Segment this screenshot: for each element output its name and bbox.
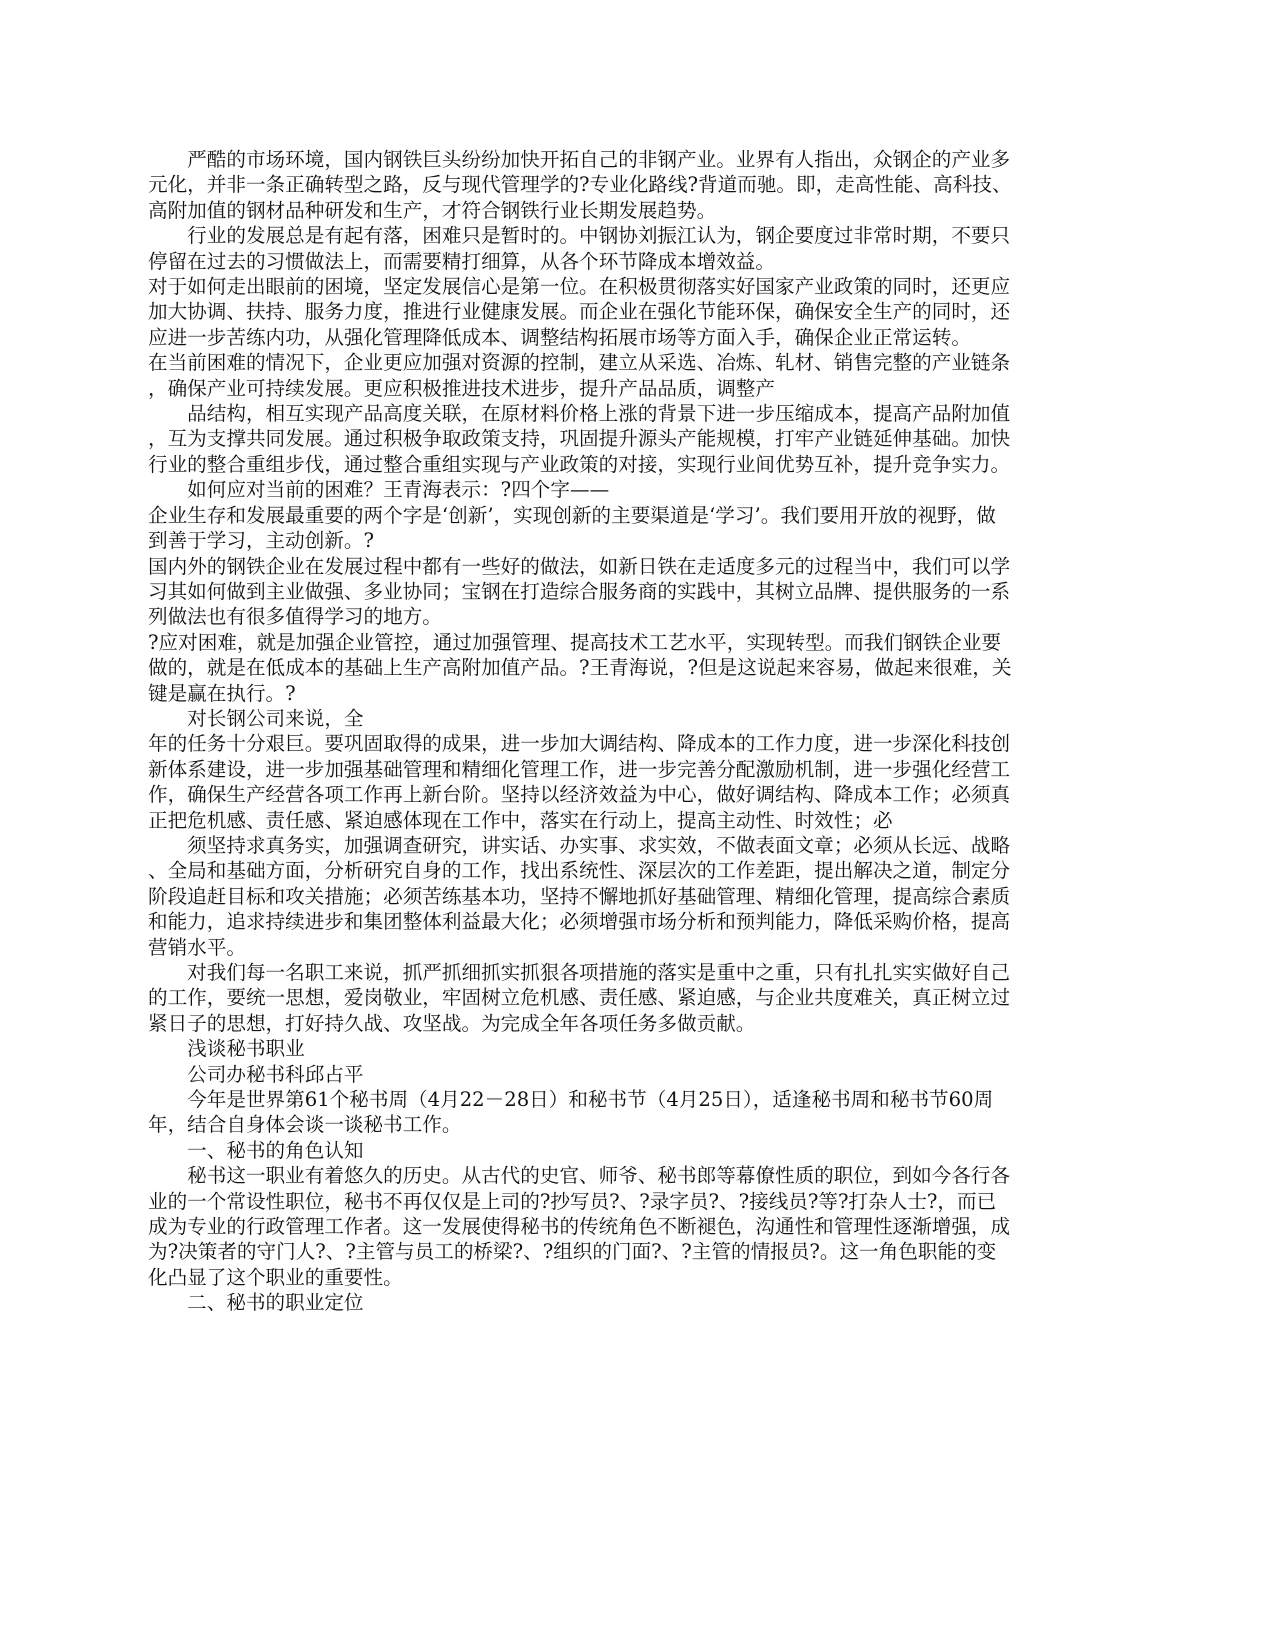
text-line: 如何应对当前的困难？王青海表示：?四个字——	[148, 478, 610, 502]
text-line: 对长钢公司来说，全	[148, 706, 364, 730]
text-line: 阶段追赶目标和攻关措施；必须苦练基本功，坚持不懈地抓好基础管理、精细化管理，提高综合素质	[148, 884, 1011, 908]
text-line: 品结构，相互实现产品高度关联，在原材料价格上涨的背景下进一步压缩成本，提高产品附加值	[148, 402, 1011, 426]
text-line: 二、秘书的职业定位	[148, 1291, 364, 1315]
text-line: 加大协调、扶持、服务力度，推进行业健康发展。而企业在强化节能环保，确保安全生产的同时，还	[148, 300, 1011, 324]
text-line: 应进一步苦练内功，从强化管理降低成本、调整结构拓展市场等方面入手，确保企业正常运转。	[148, 325, 971, 349]
text-line: 键是赢在执行。?	[148, 681, 296, 705]
text-line: 列做法也有很多值得学习的地方。	[148, 605, 442, 629]
text-line: ，互为支撑共同发展。通过积极争取政策支持，巩固提升源头产能规模，打牢产业链延伸基础。加快	[148, 427, 1011, 451]
text-line: 的工作，要统一思想，爱岗敬业，牢固树立危机感、责任感、紧迫感，与企业共度难关，真正树立过	[148, 986, 1011, 1010]
text-line: 和能力，追求持续进步和集团整体利益最大化；必须增强市场分析和预判能力，降低采购价格，提高	[148, 910, 1011, 934]
text-line: 正把危机感、责任感、紧迫感体现在工作中，落实在行动上，提高主动性、时效性；必	[148, 808, 893, 832]
text-line: ，确保产业可持续发展。更应积极推进技术进步，提升产品品质，调整产	[148, 376, 775, 400]
text-line: 一、秘书的角色认知	[148, 1138, 364, 1162]
text-line: 成为专业的行政管理工作者。这一发展使得秘书的传统角色不断褪色，沟通性和管理性逐渐增强，成	[148, 1215, 1011, 1239]
text-line: 习其如何做到主业做强、多业协同；宝钢在打造综合服务商的实践中，其树立品牌、提供服务的一系	[148, 579, 1011, 603]
document-body	[148, 147, 1120, 1316]
text-line: 行业的发展总是有起有落，困难只是暂时的。中钢协刘振江认为，钢企要度过非常时期，不要只	[148, 224, 1011, 248]
text-line: 企业生存和发展最重要的两个字是‘创新’，实现创新的主要渠道是‘学习’。我们要用开放的视野，做	[148, 503, 996, 527]
text-line: ?应对困难，就是加强企业管控，通过加强管理、提高技术工艺水平，实现转型。而我们钢铁企业要	[148, 630, 1002, 654]
text-line: 公司办秘书科邱占平	[148, 1062, 364, 1086]
text-line: 秘书这一职业有着悠久的历史。从古代的史官、师爷、秘书郎等幕僚性质的职位，到如今各行各	[148, 1164, 1011, 1188]
text-line: 新体系建设，进一步加强基础管理和精细化管理工作，进一步完善分配激励机制，进一步强化经营工	[148, 757, 1011, 781]
text-line: 为?决策者的守门人?、?主管与员工的桥梁?、?组织的门面?、?主管的情报员?。这一角色职能的变	[148, 1240, 997, 1264]
text-line: 严酷的市场环境，国内钢铁巨头纷纷加快开拓自己的非钢产业。业界有人指出，众钢企的产业多	[148, 148, 1011, 171]
text-line: 元化，并非一条正确转型之路，反与现代管理学的?专业化路线?背道而驰。即，走高性能、高科技、	[148, 173, 1012, 197]
text-line: 、全局和基础方面，分析研究自身的工作，找出系统性、深层次的工作差距，提出解决之道，制定分	[148, 859, 1011, 883]
text-line: 业的一个常设性职位，秘书不再仅仅是上司的?抄写员?、?录字员?、?接线员?等?打杂人士?，而已	[148, 1189, 997, 1213]
text-line: 营销水平。	[148, 935, 246, 959]
text-line: 年的任务十分艰巨。要巩固取得的成果，进一步加大调结构、降成本的工作力度，进一步深化科技创	[148, 732, 1011, 756]
text-line: 须坚持求真务实，加强调查研究，讲实话、办实事、求实效，不做表面文章；必须从长远、战略	[148, 833, 1011, 857]
text-line: 高附加值的钢材品种研发和生产，才符合钢铁行业长期发展趋势。	[148, 198, 717, 222]
text-line: 浅谈秘书职业	[148, 1037, 305, 1061]
text-line: 在当前困难的情况下，企业更应加强对资源的控制，建立从采选、冶炼、轧材、销售完整的产业链条	[148, 351, 1011, 375]
text-line: 作，确保生产经营各项工作再上新台阶。坚持以经济效益为中心，做好调结构、降成本工作；必须真	[148, 783, 1011, 807]
text-line: 做的，就是在低成本的基础上生产高附加值产品。?王青海说，?但是这说起来容易，做起来很难，关	[148, 656, 1012, 680]
text-line: 到善于学习，主动创新。?	[148, 529, 375, 553]
text-line: 化凸显了这个职业的重要性。	[148, 1265, 403, 1289]
text-line: 国内外的钢铁企业在发展过程中都有一些好的做法，如新日铁在走适度多元的过程当中，我们可以学	[148, 554, 1011, 578]
text-line: 对我们每一名职工来说，抓严抓细抓实抓狠各项措施的落实是重中之重，只有扎扎实实做好自己	[148, 961, 1011, 984]
text-line: 对于如何走出眼前的困境，坚定发展信心是第一位。在积极贯彻落实好国家产业政策的同时，还更应	[148, 275, 1011, 299]
text-line: 今年是世界第61个秘书周（4月22－28日）和秘书节（4月25日），适逢秘书周和秘书节60周	[148, 1088, 994, 1112]
text-line: 行业的整合重组步伐，通过整合重组实现与产业政策的对接，实现行业间优势互补，提升竞争实力。	[148, 452, 1011, 476]
text-line: 停留在过去的习惯做法上，而需要精打细算，从各个环节降成本增效益。	[148, 249, 775, 273]
text-line: 紧日子的思想，打好持久战、攻坚战。为完成全年各项任务多做贡献。	[148, 1011, 756, 1035]
text-line: 年，结合自身体会谈一谈秘书工作。	[148, 1113, 462, 1137]
